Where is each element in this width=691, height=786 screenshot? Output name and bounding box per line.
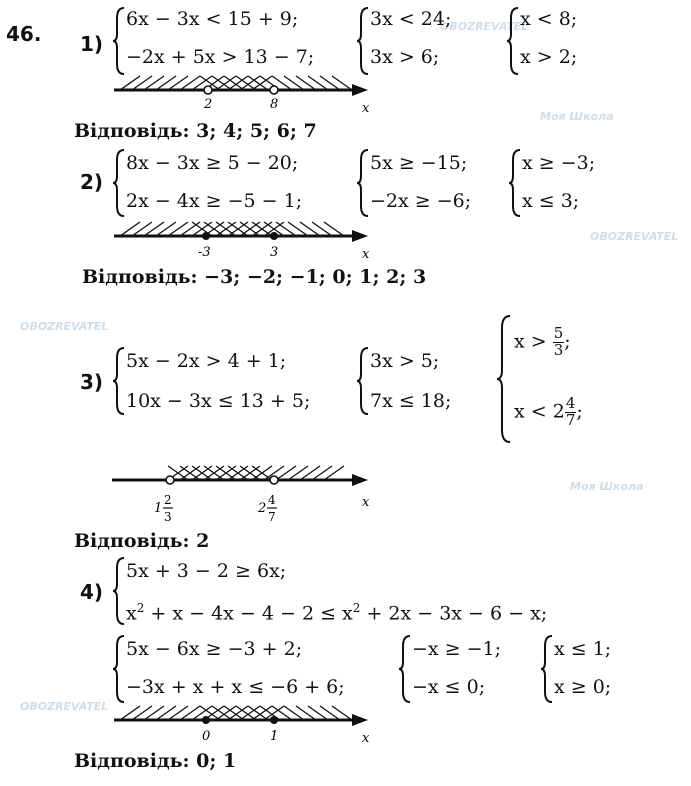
p2-b-line2: −2x ≥ −6; [370,190,472,212]
watermark: OBOZREVATEL [590,230,679,243]
p4-axis-pt2: 1 [270,729,279,744]
p2-b-line1: 5x ≥ −15; [370,152,468,174]
numerator: 4 [565,394,576,412]
number-line-1 [110,68,380,114]
watermark: Моя Школа [540,110,614,123]
p2-c-line1: x ≥ −3; [522,152,596,174]
brace [112,148,126,218]
p3-c1-post: ; [564,330,571,353]
p3-c2-pre: x < 2 [514,400,565,423]
p1-c-line2: x > 2; [520,46,578,68]
brace [398,634,412,704]
p4-a-line1: 5x − 6x ≥ −3 + 2; [126,638,303,660]
brace [356,346,370,416]
p1-c-line1: x < 8; [520,8,578,30]
p1-answer: Відповідь: 3; 4; 5; 6; 7 [74,120,317,142]
p1-a-line2: −2x + 5x > 13 − 7; [126,46,315,68]
brace [112,6,126,76]
watermark: OBOZREVATEL [20,320,109,333]
p4-top2-c: + x − 4x − 4 − 2 ≤ x [144,602,353,625]
number-line-2 [110,212,380,262]
p2-a-line2: 2x − 4x ≥ −5 − 1; [126,190,303,212]
denominator: 7 [565,410,576,429]
p3-axis-p1-den: 3 [164,510,172,524]
p4-top-line1: 5x + 3 − 2 ≥ 6x; [126,560,287,582]
problem-number: 46. [6,22,42,46]
p3-b-line1: 3x > 5; [370,350,440,372]
part4-label: 4) [80,580,104,604]
p3-c2-post: ; [576,400,583,423]
exponent: 2 [352,601,361,615]
brace [540,634,554,704]
p1-b-line1: 3x < 24; [370,8,452,30]
p4-b-line2: −x ≤ 0; [412,676,486,698]
number-line-4 [110,698,380,748]
p3-axis-var: x [362,495,370,510]
p4-c-line2: x ≥ 0; [554,676,612,698]
p4-a-line2: −3x + x + x ≤ −6 + 6; [126,676,345,698]
p4-top2-e: + 2x − 3x − 6 − x; [360,602,548,625]
p3-a-line2: 10x − 3x ≤ 13 + 5; [126,390,311,412]
part3-label: 3) [80,370,104,394]
p1-b-line2: 3x > 6; [370,46,440,68]
p4-c-line1: x ≤ 1; [554,638,612,660]
p3-c-line2 [514,396,583,429]
p4-axis-pt1: 0 [202,729,211,744]
p1-axis-var: x [362,101,370,114]
p3-c-line1 [514,326,571,359]
p2-a-line1: 8x − 3x ≥ 5 − 20; [126,152,299,174]
exponent: 2 [136,601,145,615]
fraction [565,396,577,429]
p3-answer: Відповідь: 2 [74,530,210,552]
p4-answer: Відповідь: 0; 1 [74,750,237,772]
p2-c-line2: x ≤ 3; [522,190,580,212]
numerator: 5 [553,324,564,342]
brace [508,148,522,218]
p4-axis-var: x [362,731,370,746]
p3-c1-pre: x > [514,330,547,353]
brace [112,634,126,704]
p1-a-line1: 6x − 3x < 15 + 9; [126,8,299,30]
brace [112,346,126,416]
brace [356,6,370,76]
p1-axis-pt2: 8 [270,97,279,112]
watermark: OBOZREVATEL [440,20,529,33]
brace [496,314,512,444]
part2-label: 2) [80,170,104,194]
p2-answer: Відповідь: −3; −2; −1; 0; 1; 2; 3 [82,266,427,288]
p2-axis-pt2: 3 [270,245,279,260]
watermark: Моя Школа [570,480,644,493]
brace [112,556,126,626]
watermark: OBOZREVATEL [20,700,109,713]
p4-top-line2 [126,602,547,623]
p3-axis-p2-whole: 2 [258,501,267,516]
p3-a-line1: 5x − 2x > 4 + 1; [126,350,287,372]
number-line-3 [110,460,380,532]
p1-axis-pt1: 2 [204,97,213,112]
fraction [553,326,565,359]
p2-axis-var: x [362,247,370,262]
part1-label: 1) [80,32,104,56]
p3-b-line2: 7x ≤ 18; [370,390,452,412]
p3-axis-p2-num: 4 [268,493,276,507]
p2-axis-pt1: -3 [198,245,211,260]
p4-b-line1: −x ≥ −1; [412,638,502,660]
p3-axis-p1-whole: 1 [154,501,163,516]
p3-axis-p1-num: 2 [164,493,172,507]
p3-axis-p2-den: 7 [268,510,276,524]
brace [356,148,370,218]
p4-top2-a: x [126,602,137,625]
brace [506,6,520,76]
denominator: 3 [553,340,564,359]
